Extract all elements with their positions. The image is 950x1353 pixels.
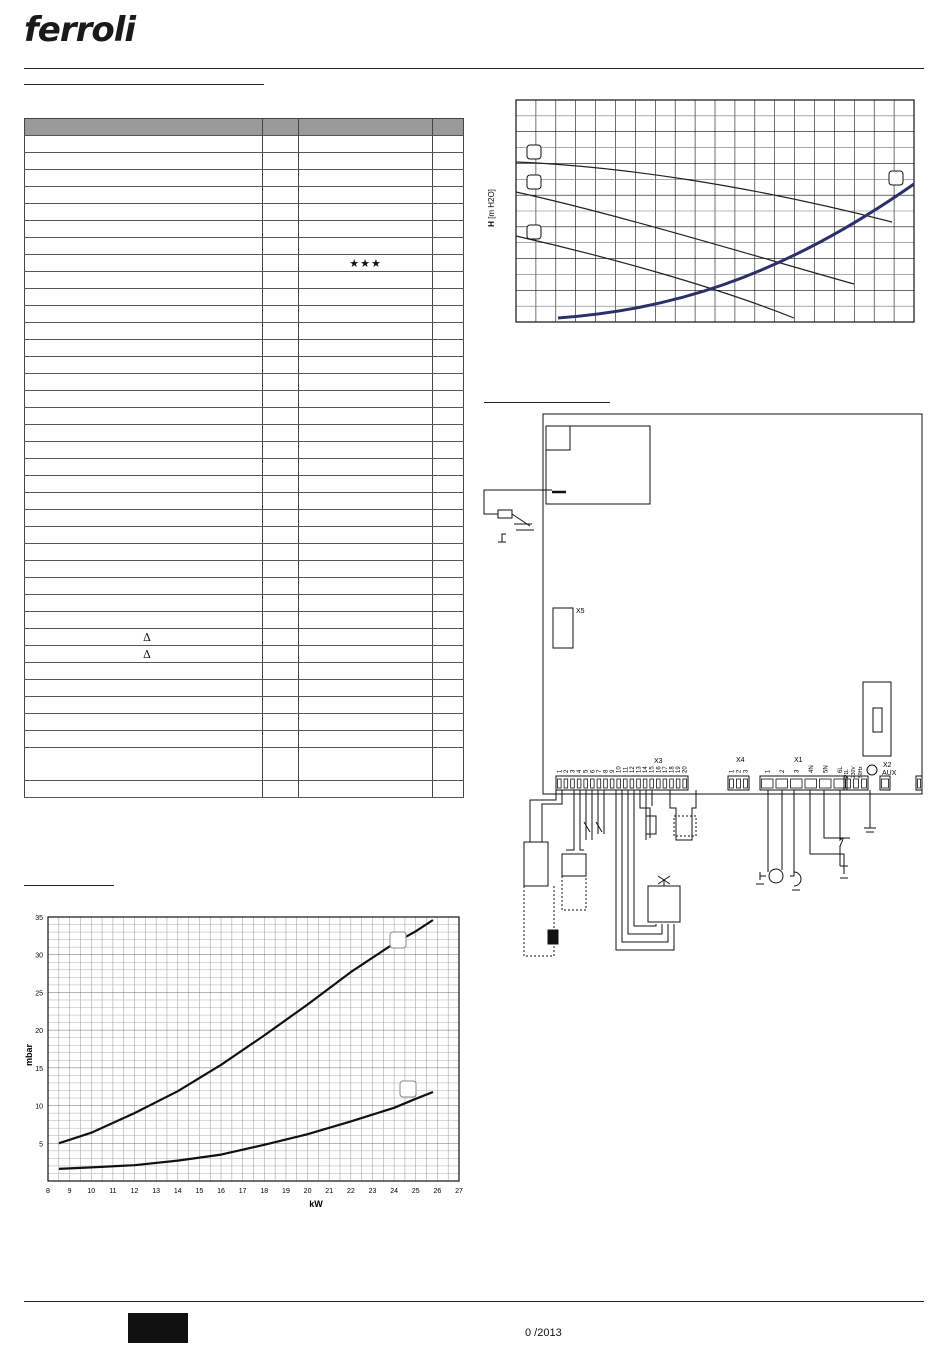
terminal-pin [730, 779, 734, 788]
ntc-dashed [562, 876, 586, 910]
table-row [25, 578, 464, 595]
terminal-pin [820, 779, 832, 788]
gas-valve-symbol [658, 876, 670, 886]
footer-language-tab [128, 1313, 188, 1343]
aux-module [863, 682, 891, 756]
x-tick-label: 20 [303, 1188, 312, 1195]
section-rule-technical-data [24, 84, 264, 85]
terminal-pin [643, 779, 647, 788]
terminal-label: 12 [629, 766, 636, 773]
x1-sub-label: 50Hz [858, 766, 864, 778]
x-tick-label: 23 [368, 1188, 377, 1195]
y-tick-label: 10 [35, 1103, 43, 1111]
header-rule [24, 68, 924, 69]
x-tick-label: 22 [346, 1188, 355, 1195]
terminal-label: 20 [682, 766, 689, 773]
table-row [25, 748, 464, 781]
terminal-label: 2 [779, 769, 786, 773]
flow-sensor-dashed [524, 886, 554, 956]
pump-ground [756, 872, 766, 884]
x-tick-label: 13 [152, 1188, 161, 1195]
sensor-wires [530, 790, 562, 842]
x-tick-label: 10 [87, 1188, 96, 1195]
terminal-pin [650, 779, 654, 788]
ground-symbol [498, 534, 506, 542]
table-row [25, 306, 464, 323]
terminal-label: 2 [736, 769, 743, 773]
table-row [25, 493, 464, 510]
x-tick-label: 25 [411, 1188, 420, 1195]
table-header-row [25, 119, 464, 136]
terminal-label: 17 [662, 766, 669, 773]
table-row [25, 221, 464, 238]
terminal-pin [624, 779, 628, 788]
table-row [25, 544, 464, 561]
sensor-terminal-block [524, 842, 548, 886]
terminal-pin [558, 779, 562, 788]
table-row [25, 272, 464, 289]
table-row-efficiency [25, 255, 464, 272]
delta-symbol: Δ [25, 629, 263, 646]
terminal-pin [617, 779, 621, 788]
terminal-pin [630, 779, 634, 788]
x1-sub-labels [844, 766, 864, 778]
pump-wires [768, 790, 794, 876]
power-supply-wires [810, 790, 850, 874]
delta-symbol: Δ [25, 646, 263, 663]
terminal-label: 14 [643, 766, 650, 773]
terminal-label: 4 [577, 769, 584, 773]
terminal-pin [571, 779, 575, 788]
efficiency-stars: ★★★ [298, 255, 432, 272]
flow-sensor-body [548, 930, 558, 944]
pump-y-label-unit: [m H2O] [487, 189, 496, 219]
y-tick-label: 5 [39, 1141, 43, 1149]
table-row [25, 204, 464, 221]
terminal-pin [846, 779, 851, 788]
x3-label: X3 [654, 758, 663, 765]
pump-curve-high [516, 162, 892, 222]
x-tick-label: 18 [260, 1188, 269, 1195]
terminal-pin [744, 779, 748, 788]
x5-label: X5 [576, 608, 585, 615]
terminal-label: 6 [590, 769, 597, 773]
pressure-chart-y-ticks [35, 915, 43, 1148]
table-row [25, 595, 464, 612]
terminal-label: 1 [557, 769, 564, 773]
pressure-chart [20, 905, 470, 1215]
table-row [25, 153, 464, 170]
terminal-label: 4N [808, 765, 815, 773]
terminal-label: 5N [823, 765, 830, 773]
table-row [25, 781, 464, 798]
ignition-spark [512, 514, 534, 530]
ignition-electrode [498, 510, 512, 518]
table-row [25, 289, 464, 306]
table-row [25, 476, 464, 493]
x-axis-label: kW [309, 1199, 323, 1209]
y-tick-label: 20 [35, 1028, 43, 1036]
terminal-pin [564, 779, 568, 788]
y-tick-label: 30 [35, 952, 43, 960]
table-row [25, 408, 464, 425]
terminal-pin [604, 779, 608, 788]
table-row [25, 136, 464, 153]
table-row-delta-2 [25, 646, 464, 663]
pump-y-label [487, 189, 496, 227]
table-row-delta-1 [25, 629, 464, 646]
fan-control-box [674, 816, 696, 836]
terminal-pin [637, 779, 641, 788]
y-axis-label: mbar [24, 1043, 34, 1067]
terminal-label: 11 [623, 766, 630, 773]
table-row [25, 731, 464, 748]
table-row [25, 714, 464, 731]
x-tick-label: 19 [282, 1188, 290, 1195]
pressure-chart-x-ticks [46, 1188, 463, 1195]
curve-marker-box [400, 1081, 416, 1097]
x-tick-label: 26 [433, 1188, 442, 1195]
ntc-wires [566, 790, 584, 850]
table-row [25, 612, 464, 629]
y-tick-label: 25 [35, 990, 43, 998]
thermostat-switch [584, 822, 602, 832]
table-row [25, 561, 464, 578]
x1-label: X1 [794, 757, 803, 764]
fan-motor [792, 872, 801, 890]
display-module-corner [546, 426, 570, 450]
terminal-pin [663, 779, 667, 788]
terminal-pin [683, 779, 687, 788]
pressure-chart-series [59, 920, 433, 1169]
terminal-label: 5 [583, 769, 590, 773]
curve-marker-box [527, 175, 541, 189]
terminal-pin [597, 779, 601, 788]
terminal-pin [577, 779, 581, 788]
footer-date: 0 /2013 [525, 1327, 562, 1339]
x-tick-label: 11 [109, 1188, 117, 1195]
x-tick-label: 16 [217, 1188, 225, 1195]
terminal-label: 9 [610, 769, 617, 773]
y-tick-label: 15 [35, 1065, 43, 1073]
terminal-label: 8 [603, 769, 610, 773]
terminal-pin [918, 779, 921, 788]
earth-symbol [867, 765, 877, 775]
terminal-label: 3 [743, 769, 750, 773]
x3-connector [556, 776, 688, 790]
x-tick-label: 9 [67, 1188, 72, 1195]
table-row [25, 170, 464, 187]
control-board-outline [543, 414, 922, 794]
curve-marker-box [390, 932, 406, 948]
section-rule-pressure [24, 885, 114, 886]
terminal-label: 3 [794, 769, 801, 773]
table-row [25, 340, 464, 357]
terminal-pin [670, 779, 674, 788]
terminal-pin [805, 779, 817, 788]
pump-head-chart [484, 96, 924, 328]
table-row [25, 697, 464, 714]
terminal-pin [657, 779, 661, 788]
table-row [25, 442, 464, 459]
aux-label: AUX [882, 770, 897, 777]
table-row [25, 459, 464, 476]
pressure-switch [646, 816, 656, 834]
terminal-label: 16 [656, 766, 663, 773]
thermostat-wires [586, 790, 604, 840]
aux-module-slot [873, 708, 882, 732]
x-tick-label: 17 [238, 1188, 247, 1195]
fan-wires [670, 790, 696, 840]
x-tick-label: 12 [130, 1188, 139, 1195]
supply-ground [840, 866, 848, 878]
table-row [25, 391, 464, 408]
table-row [25, 187, 464, 204]
table-row [25, 680, 464, 697]
x-tick-label: 14 [173, 1188, 182, 1195]
table-row [25, 663, 464, 680]
pump-curve-mid [516, 192, 854, 284]
gas-valve-wires [616, 790, 674, 950]
ignition-wire [484, 490, 552, 514]
table-row [25, 238, 464, 255]
table-row [25, 323, 464, 340]
terminal-label: 7 [596, 769, 603, 773]
curve-marker-box [889, 171, 903, 185]
terminal-label: 6L [837, 766, 844, 773]
terminal-label: 1 [729, 769, 736, 773]
terminal-pin [791, 779, 803, 788]
y-tick-label: 35 [35, 915, 43, 922]
pump-motor [769, 869, 783, 883]
terminal-pin [882, 779, 889, 788]
terminal-pin [776, 779, 788, 788]
pressure-series-line-2 [59, 1092, 433, 1169]
x-tick-label: 15 [195, 1188, 204, 1195]
terminal-pin [584, 779, 588, 788]
gas-valve-body [648, 886, 680, 922]
terminal-label: 10 [616, 766, 623, 773]
terminal-label: 15 [649, 766, 656, 773]
x4-label: X4 [736, 757, 745, 764]
x1-sub-label: P1L [844, 769, 850, 778]
table-row [25, 510, 464, 527]
table-row [25, 357, 464, 374]
x-tick-label: 24 [390, 1188, 399, 1195]
terminal-pin [737, 779, 741, 788]
terminal-pin [676, 779, 680, 788]
terminal-label: 19 [676, 766, 683, 773]
curve-marker-box [527, 145, 541, 159]
x1-sub-label: 230V [851, 766, 857, 778]
terminal-label: 13 [636, 766, 643, 773]
brand-logo: ferroli [24, 10, 136, 50]
table-row [25, 425, 464, 442]
terminal-pin [591, 779, 595, 788]
terminal-pin [854, 779, 859, 788]
aux-ground [864, 790, 876, 832]
boiler-loss-curve [558, 184, 914, 318]
pressure-series-line-1 [59, 920, 433, 1143]
terminal-pin [862, 779, 867, 788]
section-rule-wiring [484, 402, 610, 403]
ntc-terminal-block [562, 854, 586, 876]
terminal-label: 2 [563, 769, 570, 773]
pump-y-label-h: H [487, 221, 496, 227]
x2-label: X2 [883, 762, 892, 769]
table-row [25, 527, 464, 544]
terminal-pin [762, 779, 774, 788]
technical-data-table [24, 118, 464, 798]
terminal-label: 1 [765, 769, 772, 773]
pressure-chart-grid [48, 917, 459, 1181]
footer-rule [24, 1301, 924, 1302]
curve-marker-box [527, 225, 541, 239]
table-row [25, 374, 464, 391]
x-tick-label: 21 [325, 1188, 334, 1195]
terminal-label: 18 [669, 766, 676, 773]
x-tick-label: 8 [46, 1188, 50, 1195]
x-tick-label: 27 [455, 1188, 463, 1195]
terminal-label: 3 [570, 769, 577, 773]
terminal-pin [610, 779, 614, 788]
x5-connector [553, 608, 573, 648]
wiring-diagram [480, 410, 926, 960]
